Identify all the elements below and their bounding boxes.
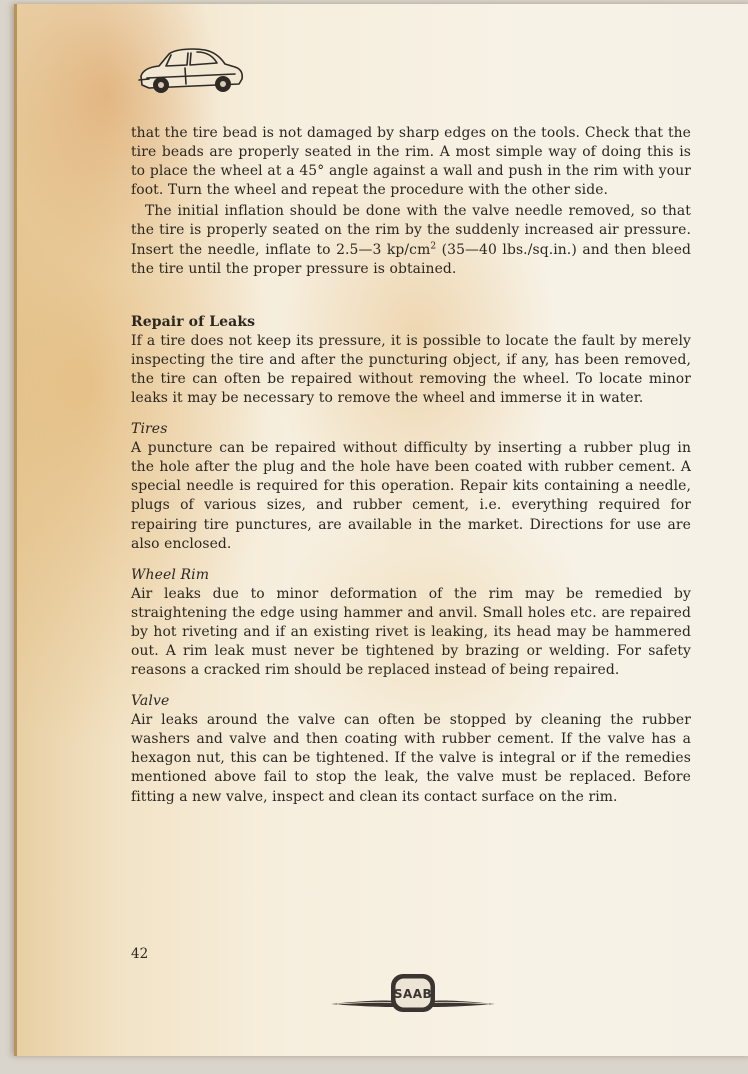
saab-emblem-icon [329, 970, 497, 1018]
heading-repair-of-leaks: Repair of Leaks [131, 313, 256, 330]
paragraph-bead-check: that the tire bead is not damaged by sharp edges on the tools. Check that the tire beads are properly seated in the rim. A most simple way of doing this is to place the wheel at a 45° angle against a wall and push in the rim with your foot. Turn the wheel and repeat the procedure with the other side. [131, 125, 691, 199]
inflation-text-end: (35—40 lbs./sq.in.) and then bleed the tire until the proper pressure is obtained. [131, 241, 692, 277]
paragraph-initial-inflation [131, 202, 691, 278]
paragraph-tires: A puncture can be repaired without difficulty by inserting a rubber plug in the hole after the plug and the hole have been coated with rubber cement. A special needle is required for this operation. Repair kits containing a needle, plugs of various sizes, and rubber cement, i.e. everything required for repairing tire punctures, are available in the market. Directions for use are also enclosed. [131, 440, 691, 552]
paragraph-wheel-rim: Air leaks due to minor deformation of the rim may be remedied by straightening the edge using hammer and anvil. Small holes etc. are repaired by hot riveting and if an existing rivet is leaking, its head may be hammered out. A rim leak must never be tightened by brazing or welding. For safety reasons a cracked rim should be replaced instead of being repaired. [131, 585, 691, 679]
paragraph-repair-of-leaks: If a tire does not keep its pressure, it is possible to locate the fault by merely inspecting the tire and after the puncturing object, if any, has been removed, the tire can often be repaired without removing the wheel. To locate minor leaks it may be necessary to remove the wheel and immerse it in water. [131, 332, 691, 407]
paragraph-valve: Air leaks around the valve can often be stopped by cleaning the rubber washers and valve and then coating with rubber cement. If the valve has a hexagon nut, this can be tightened. If the valve is integral or if the remedies mentioned above fail to stop the leak, the valve must be replaced. Before fitting a new valve, inspect and clean its contact surface on the rim. [131, 712, 691, 805]
emblem-text: SAAB [393, 987, 433, 1001]
inflation-text-start: The initial inflation should be done with the valve needle removed, so that the tire is properly seated on the rim by the suddenly increased air pressure. Insert the needle, inflate to 2.5—3 kp/cm [131, 203, 691, 258]
heading-wheel-rim: Wheel Rim [131, 566, 210, 583]
car-illustration-icon [135, 40, 245, 102]
heading-valve: Valve [131, 693, 170, 710]
heading-tires: Tires [131, 421, 168, 438]
manual-page [14, 4, 748, 1056]
page-number: 42 [131, 946, 149, 962]
superscript-2: 2 [430, 240, 437, 251]
manual-text [131, 124, 691, 807]
